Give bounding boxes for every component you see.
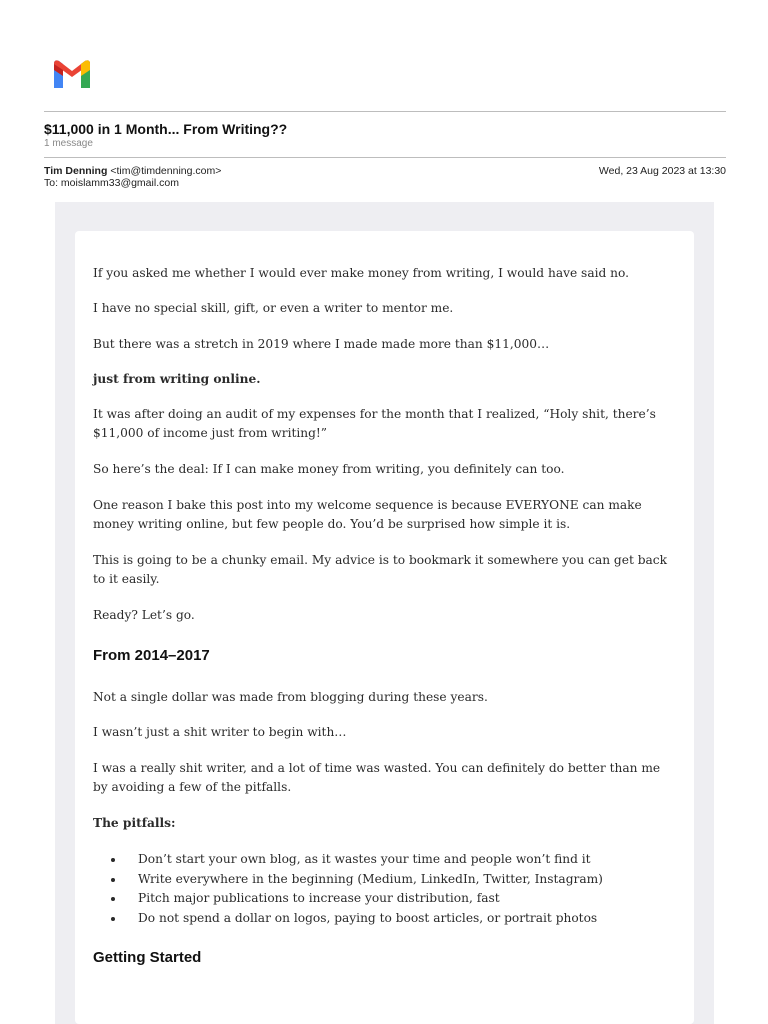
paragraph: It was after doing an audit of my expenses for the month that I realized, “Holy shit, there’s $11,000 of income just from writing!” xyxy=(93,407,656,440)
sender-name: Tim Denning xyxy=(44,165,108,177)
header-divider-bottom xyxy=(44,157,726,158)
pitfalls-list xyxy=(93,850,673,929)
paragraph: I have no special skill, gift, or even a writer to mentor me. xyxy=(93,301,454,315)
paragraph: One reason I bake this post into my welcome sequence is because EVERYONE can make money writing online, but few people do. You’d be surprised how simple it is. xyxy=(93,498,642,531)
paragraph: I was a really shit writer, and a lot of time was wasted. You can definitely do better than me by avoiding a few of the pitfalls. xyxy=(93,761,661,794)
header-divider-top xyxy=(44,111,726,112)
list-item: Do not spend a dollar on logos, paying to boost articles, or portrait photos xyxy=(93,909,673,929)
paragraph: Not a single dollar was made from blogging during these years. xyxy=(93,690,488,704)
email-subject: $11,000 in 1 Month... From Writing?? xyxy=(44,121,288,137)
paragraph: I wasn’t just a shit writer to begin with… xyxy=(93,725,347,739)
sender-line xyxy=(44,165,221,177)
paragraph: But there was a stretch in 2019 where I made made more than $11,000… xyxy=(93,337,550,351)
paragraph: So here’s the deal: If I can make money from writing, you definitely can too. xyxy=(93,462,565,476)
list-item: Pitch major publications to increase your distribution, fast xyxy=(93,889,673,909)
list-item: Don’t start your own blog, as it wastes your time and people won’t find it xyxy=(93,850,673,870)
paragraph: Ready? Let’s go. xyxy=(93,608,195,622)
paragraph: This is going to be a chunky email. My advice is to bookmark it somewhere you can get back to it easily. xyxy=(93,553,667,586)
section-heading: Getting Started xyxy=(93,949,202,966)
message-count: 1 message xyxy=(44,138,93,149)
list-item: Write everywhere in the beginning (Medium, LinkedIn, Twitter, Instagram) xyxy=(93,870,673,890)
bold-paragraph: The pitfalls: xyxy=(93,816,176,830)
sender-email: <tim@timdenning.com> xyxy=(110,165,222,177)
paragraph: If you asked me whether I would ever make money from writing, I would have said no. xyxy=(93,266,629,280)
section-heading: From 2014–2017 xyxy=(93,647,210,664)
recipient-line: To: moislamm33@gmail.com xyxy=(44,177,179,189)
email-date: Wed, 23 Aug 2023 at 13:30 xyxy=(598,165,726,177)
bold-paragraph: just from writing online. xyxy=(93,372,261,386)
gmail-logo-icon xyxy=(51,58,93,90)
